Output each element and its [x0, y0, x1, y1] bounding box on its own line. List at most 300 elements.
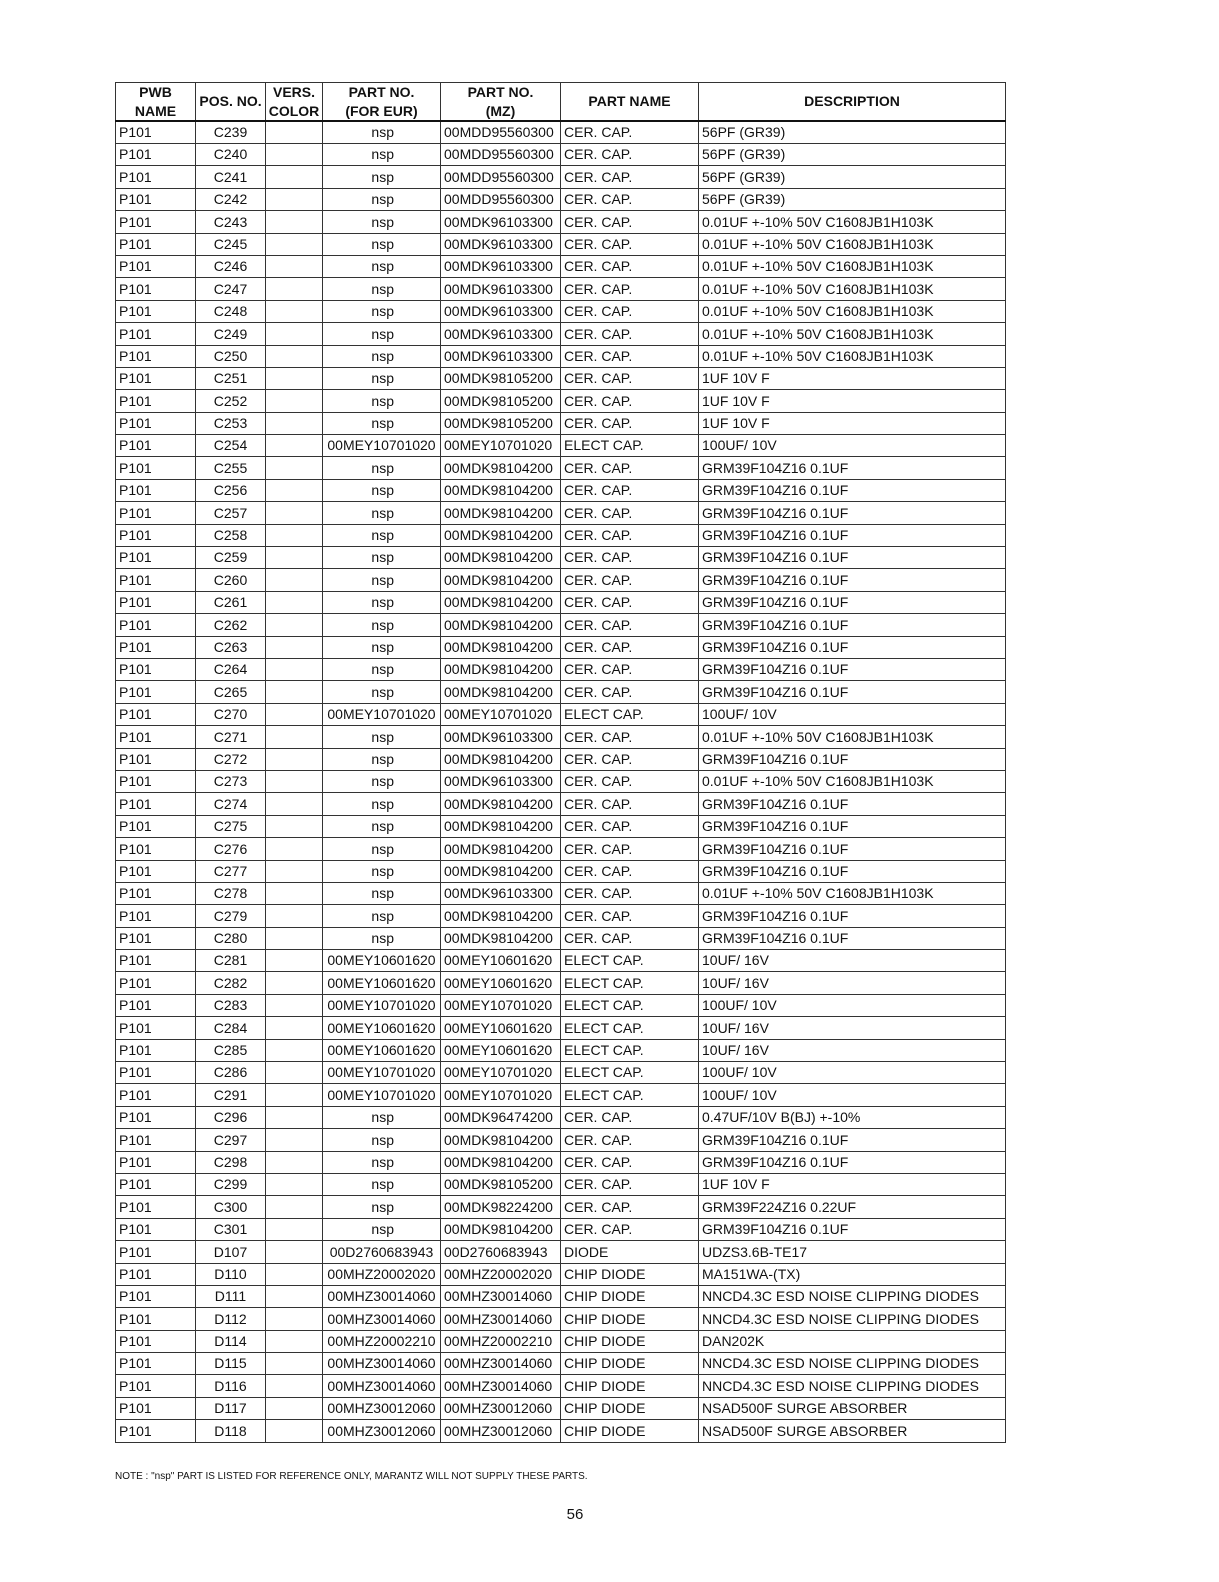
cell-vers-color: [266, 1062, 323, 1084]
cell-vers-color: [266, 748, 323, 770]
cell-description: GRM39F104Z16 0.1UF: [699, 479, 1006, 501]
table-row: [116, 1106, 1006, 1128]
cell-part-no-mz: 00MDD95560300: [441, 121, 561, 144]
cell-pos-no: C263: [196, 636, 266, 658]
cell-part-name: CER. CAP.: [561, 1218, 699, 1240]
header-description: DESCRIPTION: [699, 83, 1006, 122]
cell-pwb-name: P101: [116, 390, 196, 412]
cell-part-no-eur: nsp: [323, 278, 441, 300]
cell-vers-color: [266, 726, 323, 748]
cell-description: NNCD4.3C ESD NOISE CLIPPING DIODES: [699, 1353, 1006, 1375]
cell-pos-no: C276: [196, 838, 266, 860]
cell-pwb-name: P101: [116, 255, 196, 277]
cell-part-no-eur: nsp: [323, 681, 441, 703]
cell-part-no-mz: 00MDK98104200: [441, 815, 561, 837]
cell-pwb-name: P101: [116, 121, 196, 144]
cell-part-name: CER. CAP.: [561, 188, 699, 210]
cell-pwb-name: P101: [116, 994, 196, 1016]
cell-description: GRM39F104Z16 0.1UF: [699, 1151, 1006, 1173]
cell-pos-no: C299: [196, 1173, 266, 1195]
cell-part-name: CER. CAP.: [561, 300, 699, 322]
cell-pos-no: C282: [196, 972, 266, 994]
table-row: [116, 860, 1006, 882]
cell-part-no-eur: nsp: [323, 166, 441, 188]
cell-vers-color: [266, 547, 323, 569]
table-row: [116, 927, 1006, 949]
cell-part-no-eur: 00MHZ30014060: [323, 1375, 441, 1397]
cell-part-name: CER. CAP.: [561, 569, 699, 591]
cell-pwb-name: P101: [116, 278, 196, 300]
cell-pwb-name: P101: [116, 1218, 196, 1240]
cell-vers-color: [266, 882, 323, 904]
table-row: [116, 994, 1006, 1016]
cell-pwb-name: P101: [116, 1017, 196, 1039]
table-row: [116, 547, 1006, 569]
cell-part-no-mz: 00MEY10701020: [441, 1084, 561, 1106]
table-row: [116, 1420, 1006, 1442]
cell-pwb-name: P101: [116, 166, 196, 188]
table-row: [116, 300, 1006, 322]
cell-pos-no: D111: [196, 1285, 266, 1307]
cell-description: GRM39F104Z16 0.1UF: [699, 658, 1006, 680]
cell-pos-no: C250: [196, 345, 266, 367]
cell-pos-no: C274: [196, 793, 266, 815]
cell-part-name: CER. CAP.: [561, 166, 699, 188]
cell-vers-color: [266, 121, 323, 144]
cell-pos-no: D107: [196, 1241, 266, 1263]
table-row: [116, 1173, 1006, 1195]
cell-part-no-eur: nsp: [323, 1129, 441, 1151]
table-row: [116, 1397, 1006, 1419]
cell-pwb-name: P101: [116, 479, 196, 501]
table-body: [116, 121, 1006, 1442]
cell-pos-no: C247: [196, 278, 266, 300]
cell-description: 10UF/ 16V: [699, 972, 1006, 994]
cell-part-name: CER. CAP.: [561, 1151, 699, 1173]
table-row: [116, 569, 1006, 591]
cell-vers-color: [266, 1308, 323, 1330]
cell-part-name: CER. CAP.: [561, 1129, 699, 1151]
cell-description: 10UF/ 16V: [699, 1017, 1006, 1039]
cell-pos-no: C256: [196, 479, 266, 501]
cell-part-name: CER. CAP.: [561, 1173, 699, 1195]
cell-part-name: CHIP DIODE: [561, 1420, 699, 1442]
cell-vers-color: [266, 1196, 323, 1218]
cell-part-no-eur: nsp: [323, 255, 441, 277]
cell-part-no-mz: 00MDK98105200: [441, 412, 561, 434]
header-vers-color: VERS. COLOR: [266, 83, 323, 122]
cell-vers-color: [266, 255, 323, 277]
cell-description: GRM39F224Z16 0.22UF: [699, 1196, 1006, 1218]
cell-vers-color: [266, 278, 323, 300]
cell-pos-no: C272: [196, 748, 266, 770]
cell-part-no-eur: nsp: [323, 502, 441, 524]
cell-part-no-mz: 00MDK96474200: [441, 1106, 561, 1128]
header-part-no-eur: PART NO. (FOR EUR): [323, 83, 441, 122]
table-row: [116, 1308, 1006, 1330]
cell-pwb-name: P101: [116, 457, 196, 479]
cell-pwb-name: P101: [116, 860, 196, 882]
cell-description: 100UF/ 10V: [699, 703, 1006, 725]
table-row: [116, 1039, 1006, 1061]
cell-part-no-mz: 00MDK96103300: [441, 211, 561, 233]
cell-vers-color: [266, 860, 323, 882]
table-row: [116, 1151, 1006, 1173]
cell-part-name: CER. CAP.: [561, 323, 699, 345]
cell-part-no-mz: 00MDK98104200: [441, 636, 561, 658]
cell-part-no-eur: 00MHZ20002210: [323, 1330, 441, 1352]
cell-part-no-eur: nsp: [323, 1173, 441, 1195]
cell-part-no-mz: 00MEY10601620: [441, 1039, 561, 1061]
cell-pwb-name: P101: [116, 793, 196, 815]
cell-part-no-eur: nsp: [323, 614, 441, 636]
cell-part-no-eur: nsp: [323, 927, 441, 949]
cell-part-no-eur: nsp: [323, 412, 441, 434]
cell-part-no-mz: 00MEY10601620: [441, 1017, 561, 1039]
cell-part-no-mz: 00MHZ30014060: [441, 1353, 561, 1375]
cell-part-no-mz: 00MDK96103300: [441, 233, 561, 255]
cell-description: MA151WA-(TX): [699, 1263, 1006, 1285]
cell-description: 1UF 10V F: [699, 390, 1006, 412]
cell-part-name: ELECT CAP.: [561, 994, 699, 1016]
cell-part-no-eur: nsp: [323, 569, 441, 591]
cell-vers-color: [266, 569, 323, 591]
cell-vers-color: [266, 166, 323, 188]
cell-part-no-mz: 00MDK98104200: [441, 838, 561, 860]
cell-pos-no: D110: [196, 1263, 266, 1285]
cell-pwb-name: P101: [116, 1084, 196, 1106]
cell-pos-no: C239: [196, 121, 266, 144]
cell-part-no-eur: 00MHZ30012060: [323, 1420, 441, 1442]
cell-description: 0.01UF +-10% 50V C1608JB1H103K: [699, 255, 1006, 277]
cell-part-name: CER. CAP.: [561, 770, 699, 792]
cell-pos-no: C291: [196, 1084, 266, 1106]
cell-vers-color: [266, 972, 323, 994]
cell-pos-no: D112: [196, 1308, 266, 1330]
cell-vers-color: [266, 323, 323, 345]
cell-pos-no: C243: [196, 211, 266, 233]
footnote: NOTE : "nsp" PART IS LISTED FOR REFERENCE ONLY, MARANTZ WILL NOT SUPPLY THESE PARTS.: [115, 1471, 588, 1482]
cell-part-no-eur: nsp: [323, 233, 441, 255]
cell-description: GRM39F104Z16 0.1UF: [699, 927, 1006, 949]
table-row: [116, 591, 1006, 613]
cell-part-no-mz: 00MDD95560300: [441, 166, 561, 188]
cell-part-no-mz: 00MHZ20002210: [441, 1330, 561, 1352]
cell-part-name: CER. CAP.: [561, 882, 699, 904]
table-row: [116, 1353, 1006, 1375]
cell-part-name: DIODE: [561, 1241, 699, 1263]
cell-vers-color: [266, 927, 323, 949]
cell-pos-no: C252: [196, 390, 266, 412]
cell-part-no-mz: 00MDK98104200: [441, 748, 561, 770]
cell-vers-color: [266, 435, 323, 457]
cell-pos-no: C278: [196, 882, 266, 904]
cell-pwb-name: P101: [116, 1173, 196, 1195]
cell-pos-no: C259: [196, 547, 266, 569]
cell-description: 1UF 10V F: [699, 367, 1006, 389]
cell-pwb-name: P101: [116, 300, 196, 322]
table-row: [116, 1017, 1006, 1039]
cell-description: 1UF 10V F: [699, 1173, 1006, 1195]
cell-part-no-eur: nsp: [323, 1196, 441, 1218]
cell-description: 100UF/ 10V: [699, 435, 1006, 457]
cell-vers-color: [266, 1397, 323, 1419]
cell-pwb-name: P101: [116, 703, 196, 725]
cell-part-no-mz: 00MDK98224200: [441, 1196, 561, 1218]
cell-part-no-eur: nsp: [323, 524, 441, 546]
cell-pwb-name: P101: [116, 1129, 196, 1151]
cell-description: 10UF/ 16V: [699, 950, 1006, 972]
cell-pwb-name: P101: [116, 726, 196, 748]
cell-pwb-name: P101: [116, 1196, 196, 1218]
table-row: [116, 345, 1006, 367]
cell-vers-color: [266, 658, 323, 680]
cell-part-name: CHIP DIODE: [561, 1397, 699, 1419]
cell-pos-no: C285: [196, 1039, 266, 1061]
cell-vers-color: [266, 1353, 323, 1375]
table-row: [116, 367, 1006, 389]
cell-part-no-eur: nsp: [323, 905, 441, 927]
cell-part-no-eur: nsp: [323, 188, 441, 210]
cell-pwb-name: P101: [116, 367, 196, 389]
cell-part-no-mz: 00MEY10701020: [441, 703, 561, 725]
table-row: [116, 1263, 1006, 1285]
cell-part-no-eur: nsp: [323, 1106, 441, 1128]
table-row: [116, 1241, 1006, 1263]
cell-part-no-mz: 00MDK98104200: [441, 547, 561, 569]
cell-part-no-eur: 00MEY10701020: [323, 703, 441, 725]
cell-part-no-mz: 00MDK96103300: [441, 726, 561, 748]
cell-part-no-eur: nsp: [323, 345, 441, 367]
cell-part-name: ELECT CAP.: [561, 1084, 699, 1106]
cell-part-name: CER. CAP.: [561, 815, 699, 837]
cell-description: DAN202K: [699, 1330, 1006, 1352]
cell-part-no-eur: nsp: [323, 144, 441, 166]
cell-part-no-eur: 00MEY10701020: [323, 435, 441, 457]
cell-pos-no: C273: [196, 770, 266, 792]
cell-pwb-name: P101: [116, 1397, 196, 1419]
cell-part-no-mz: 00MEY10601620: [441, 972, 561, 994]
cell-vers-color: [266, 1218, 323, 1240]
cell-vers-color: [266, 1151, 323, 1173]
cell-pos-no: D118: [196, 1420, 266, 1442]
cell-part-no-mz: 00MDK98104200: [441, 1151, 561, 1173]
cell-part-no-mz: 00MDK98105200: [441, 1173, 561, 1195]
cell-pwb-name: P101: [116, 1062, 196, 1084]
cell-pwb-name: P101: [116, 882, 196, 904]
header-pwb-name: PWB NAME: [116, 83, 196, 122]
cell-part-no-mz: 00MDK98104200: [441, 502, 561, 524]
cell-pwb-name: P101: [116, 636, 196, 658]
table-row: [116, 323, 1006, 345]
cell-part-no-eur: nsp: [323, 636, 441, 658]
cell-pos-no: C300: [196, 1196, 266, 1218]
cell-description: 100UF/ 10V: [699, 1062, 1006, 1084]
cell-description: 56PF (GR39): [699, 166, 1006, 188]
cell-pos-no: C249: [196, 323, 266, 345]
cell-description: GRM39F104Z16 0.1UF: [699, 524, 1006, 546]
cell-pos-no: C301: [196, 1218, 266, 1240]
cell-pwb-name: P101: [116, 345, 196, 367]
cell-vers-color: [266, 994, 323, 1016]
cell-description: GRM39F104Z16 0.1UF: [699, 748, 1006, 770]
cell-part-name: ELECT CAP.: [561, 1039, 699, 1061]
cell-part-no-eur: 00MHZ30014060: [323, 1285, 441, 1307]
cell-description: 0.01UF +-10% 50V C1608JB1H103K: [699, 233, 1006, 255]
cell-description: 10UF/ 16V: [699, 1039, 1006, 1061]
cell-pwb-name: P101: [116, 1353, 196, 1375]
cell-pos-no: C245: [196, 233, 266, 255]
cell-pwb-name: P101: [116, 614, 196, 636]
cell-part-name: CER. CAP.: [561, 927, 699, 949]
cell-pos-no: C275: [196, 815, 266, 837]
cell-vers-color: [266, 703, 323, 725]
cell-description: UDZS3.6B-TE17: [699, 1241, 1006, 1263]
cell-pos-no: C246: [196, 255, 266, 277]
cell-part-no-eur: nsp: [323, 860, 441, 882]
cell-vers-color: [266, 950, 323, 972]
cell-description: 0.47UF/10V B(BJ) +-10%: [699, 1106, 1006, 1128]
cell-pos-no: C283: [196, 994, 266, 1016]
table-header-row: [116, 83, 1006, 122]
cell-pwb-name: P101: [116, 524, 196, 546]
cell-pos-no: C265: [196, 681, 266, 703]
cell-part-no-eur: nsp: [323, 1151, 441, 1173]
cell-pos-no: C261: [196, 591, 266, 613]
cell-pos-no: C251: [196, 367, 266, 389]
cell-vers-color: [266, 300, 323, 322]
cell-vers-color: [266, 233, 323, 255]
cell-pwb-name: P101: [116, 144, 196, 166]
cell-part-no-mz: 00MDK98104200: [441, 927, 561, 949]
cell-part-no-mz: 00MDK98104200: [441, 457, 561, 479]
table-row: [116, 1129, 1006, 1151]
table-row: [116, 1218, 1006, 1240]
cell-pwb-name: P101: [116, 838, 196, 860]
cell-part-name: ELECT CAP.: [561, 1017, 699, 1039]
cell-part-no-mz: 00MDK96103300: [441, 882, 561, 904]
cell-part-name: CER. CAP.: [561, 726, 699, 748]
table-row: [116, 703, 1006, 725]
cell-part-name: CER. CAP.: [561, 1106, 699, 1128]
cell-part-name: CHIP DIODE: [561, 1375, 699, 1397]
cell-part-no-mz: 00MHZ30014060: [441, 1308, 561, 1330]
table-row: [116, 121, 1006, 144]
cell-pos-no: D117: [196, 1397, 266, 1419]
cell-part-no-mz: 00MHZ30012060: [441, 1420, 561, 1442]
cell-description: 56PF (GR39): [699, 188, 1006, 210]
cell-description: NNCD4.3C ESD NOISE CLIPPING DIODES: [699, 1285, 1006, 1307]
cell-pos-no: C280: [196, 927, 266, 949]
cell-description: 56PF (GR39): [699, 144, 1006, 166]
cell-part-no-mz: 00MDK96103300: [441, 345, 561, 367]
cell-pos-no: C260: [196, 569, 266, 591]
cell-pwb-name: P101: [116, 770, 196, 792]
cell-vers-color: [266, 1375, 323, 1397]
table-row: [116, 1084, 1006, 1106]
cell-part-name: CER. CAP.: [561, 233, 699, 255]
cell-pwb-name: P101: [116, 435, 196, 457]
cell-pwb-name: P101: [116, 412, 196, 434]
cell-pwb-name: P101: [116, 1151, 196, 1173]
cell-vers-color: [266, 838, 323, 860]
cell-pos-no: D115: [196, 1353, 266, 1375]
cell-description: 100UF/ 10V: [699, 994, 1006, 1016]
cell-pwb-name: P101: [116, 1241, 196, 1263]
cell-part-no-mz: 00D2760683943: [441, 1241, 561, 1263]
cell-part-no-eur: 00MEY10701020: [323, 994, 441, 1016]
cell-part-no-eur: nsp: [323, 1218, 441, 1240]
table-row: [116, 905, 1006, 927]
cell-part-no-mz: 00MDK98104200: [441, 524, 561, 546]
cell-pwb-name: P101: [116, 950, 196, 972]
cell-vers-color: [266, 457, 323, 479]
cell-pwb-name: P101: [116, 1308, 196, 1330]
cell-pos-no: C257: [196, 502, 266, 524]
cell-vers-color: [266, 188, 323, 210]
cell-description: GRM39F104Z16 0.1UF: [699, 614, 1006, 636]
table-row: [116, 435, 1006, 457]
cell-pwb-name: P101: [116, 681, 196, 703]
cell-pwb-name: P101: [116, 1285, 196, 1307]
cell-part-no-mz: 00MDD95560300: [441, 188, 561, 210]
cell-pos-no: C248: [196, 300, 266, 322]
cell-vers-color: [266, 1241, 323, 1263]
table-row: [116, 1196, 1006, 1218]
table-row: [116, 793, 1006, 815]
table-row: [116, 255, 1006, 277]
cell-part-name: CER. CAP.: [561, 121, 699, 144]
cell-pwb-name: P101: [116, 233, 196, 255]
cell-part-name: CER. CAP.: [561, 345, 699, 367]
table-row: [116, 950, 1006, 972]
table-row: [116, 479, 1006, 501]
cell-description: GRM39F104Z16 0.1UF: [699, 905, 1006, 927]
cell-vers-color: [266, 367, 323, 389]
cell-pwb-name: P101: [116, 188, 196, 210]
cell-vers-color: [266, 412, 323, 434]
cell-vers-color: [266, 1330, 323, 1352]
cell-part-no-mz: 00MDK98104200: [441, 658, 561, 680]
cell-part-no-eur: nsp: [323, 323, 441, 345]
cell-description: GRM39F104Z16 0.1UF: [699, 547, 1006, 569]
cell-description: 0.01UF +-10% 50V C1608JB1H103K: [699, 300, 1006, 322]
cell-part-no-mz: 00MDK96103300: [441, 770, 561, 792]
cell-description: NSAD500F SURGE ABSORBER: [699, 1420, 1006, 1442]
cell-part-no-mz: 00MDK98105200: [441, 390, 561, 412]
cell-pos-no: C255: [196, 457, 266, 479]
table-row: [116, 412, 1006, 434]
table-row: [116, 1285, 1006, 1307]
table-row: [116, 614, 1006, 636]
cell-vers-color: [266, 614, 323, 636]
cell-part-no-mz: 00MDK96103300: [441, 300, 561, 322]
cell-part-no-mz: 00MDK98104200: [441, 614, 561, 636]
cell-part-no-eur: nsp: [323, 367, 441, 389]
cell-part-name: CHIP DIODE: [561, 1308, 699, 1330]
table-row: [116, 726, 1006, 748]
cell-part-name: CER. CAP.: [561, 547, 699, 569]
cell-description: 0.01UF +-10% 50V C1608JB1H103K: [699, 211, 1006, 233]
cell-part-name: CER. CAP.: [561, 658, 699, 680]
cell-part-name: CER. CAP.: [561, 838, 699, 860]
cell-pos-no: C241: [196, 166, 266, 188]
cell-vers-color: [266, 591, 323, 613]
table-row: [116, 770, 1006, 792]
cell-part-no-eur: nsp: [323, 300, 441, 322]
cell-part-name: CER. CAP.: [561, 367, 699, 389]
table-row: [116, 1375, 1006, 1397]
